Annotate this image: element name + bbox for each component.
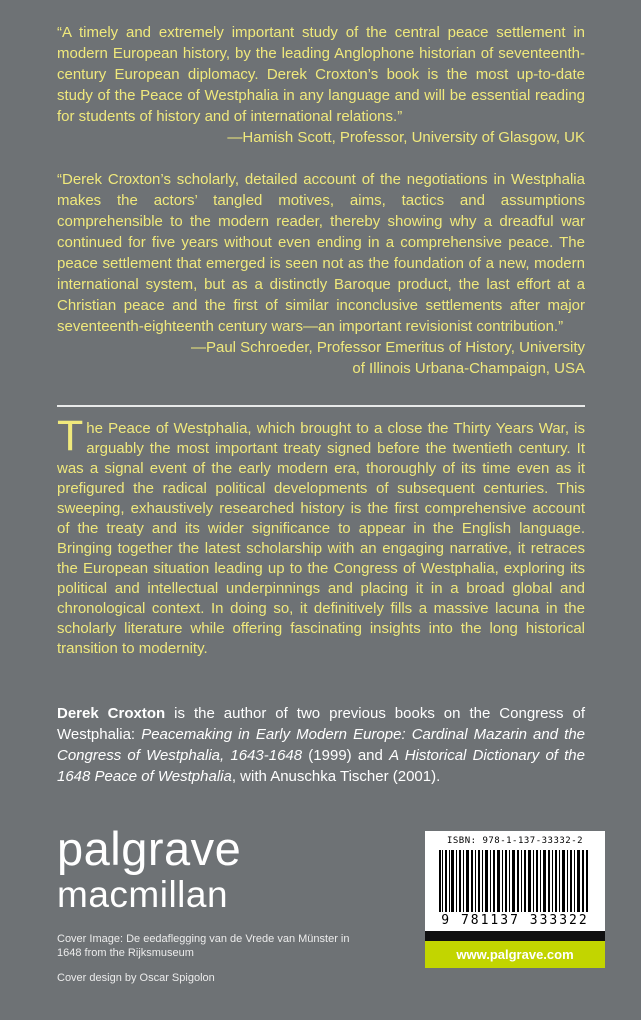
text-column [57,0,585,802]
author-bio-book-title-2: A Historical Dictionary of the 1648 Peace of Westphalia [57,747,585,785]
barcode-white-panel [425,831,605,931]
review-quote-2-attribution-line1: —Paul Schroeder, Professor Emeritus of History, University [190,339,585,356]
review-quote-1: “A timely and extremely important study of the central peace settlement in modern European history, by the leading Anglophone historian of seventeenth-century European diplomacy. Derek Croxton’s book is the most up-to-date study of the Peace of Westphalia in any language and will be essential reading for students of history and of international relations.” [57,24,585,125]
book-description-text: he Peace of Westphalia, which brought to a close the Thirty Years War, is arguably the most important treaty signed before the twentieth century. It was a signal event of the early modern era, thoroughly of its time even as it prefigured the radical political developments of subsequent centuries. This sweeping, exhaustively researched history is the first comprehensive account of the treaty and its wider significance to appear in the English language. Bringing together the latest scholarship with an engaging narrative, it retraces the European situation leading up to the Congress of Westphalia, exploring its political and intellectual underpinnings and placing it in a broad global and chronological context. In doing so, it definitively fills a massive lacuna in the scholarly literature while offering fascinating insights into the long historical transition to modernity. [57,420,585,657]
cover-design-credit: Cover design by Oscar Spigolon [57,972,215,984]
isbn-label: ISBN: 978-1-137-33332-2 [446,836,584,846]
barcode-black-strip [425,931,605,941]
author-bio-part3: , with Anuschka Tischer (2001). [231,768,441,785]
review-quote-2-attribution-line2: of Illinois Urbana-Champaign, USA [352,360,585,377]
cover-image-credit-line2: 1648 from the Rijksmuseum [57,947,194,959]
publisher-logo [57,824,241,916]
review-quote-2: “Derek Croxton’s scholarly, detailed account of the negotiations in Westphalia makes the actors’ tangled motives, aims, tactics and assumptions comprehensible to the modern reader, thereby showing why a dreadful war continued for five years without even ending in a comprehensive peace. The peace settlement that emerged is seen not as the foundation of a new, modern international system, but as a distinctly Baroque product, the last effort at a Christian peace and the first of similar inconclusive settlements after major seventeenth-eighteenth century wars—an important revisionist contribution.” [57,171,585,335]
publisher-logo-palgrave: palgrave [57,822,242,875]
author-bio-part1: is the author of two previous books on the Congress of Westphalia: [57,705,585,743]
barcode-block [425,831,605,968]
publisher-website: www.palgrave.com [425,941,605,968]
barcode-icon [439,850,591,912]
review-quote-1-attribution: —Hamish Scott, Professor, University of Glasgow, UK [227,129,585,146]
cover-credits [57,932,350,985]
author-bio-book-title-1: Peacemaking in Early Modern Europe: Cardinal Mazarin and the Congress of Westphalia, 1643-1648 [57,726,586,764]
dropcap-letter: T [57,412,84,460]
section-divider [57,405,585,407]
author-bio [57,703,585,787]
cover-image-credit-line1: Cover Image: De eedaflegging van de Vrede van Münster in [57,933,350,945]
barcode-number: 9 781137 333322 [441,913,589,928]
author-bio-part2: (1999) and [302,747,390,764]
book-description [57,412,585,659]
publisher-logo-macmillan: macmillan [57,874,229,915]
author-name: Derek Croxton [57,705,166,722]
